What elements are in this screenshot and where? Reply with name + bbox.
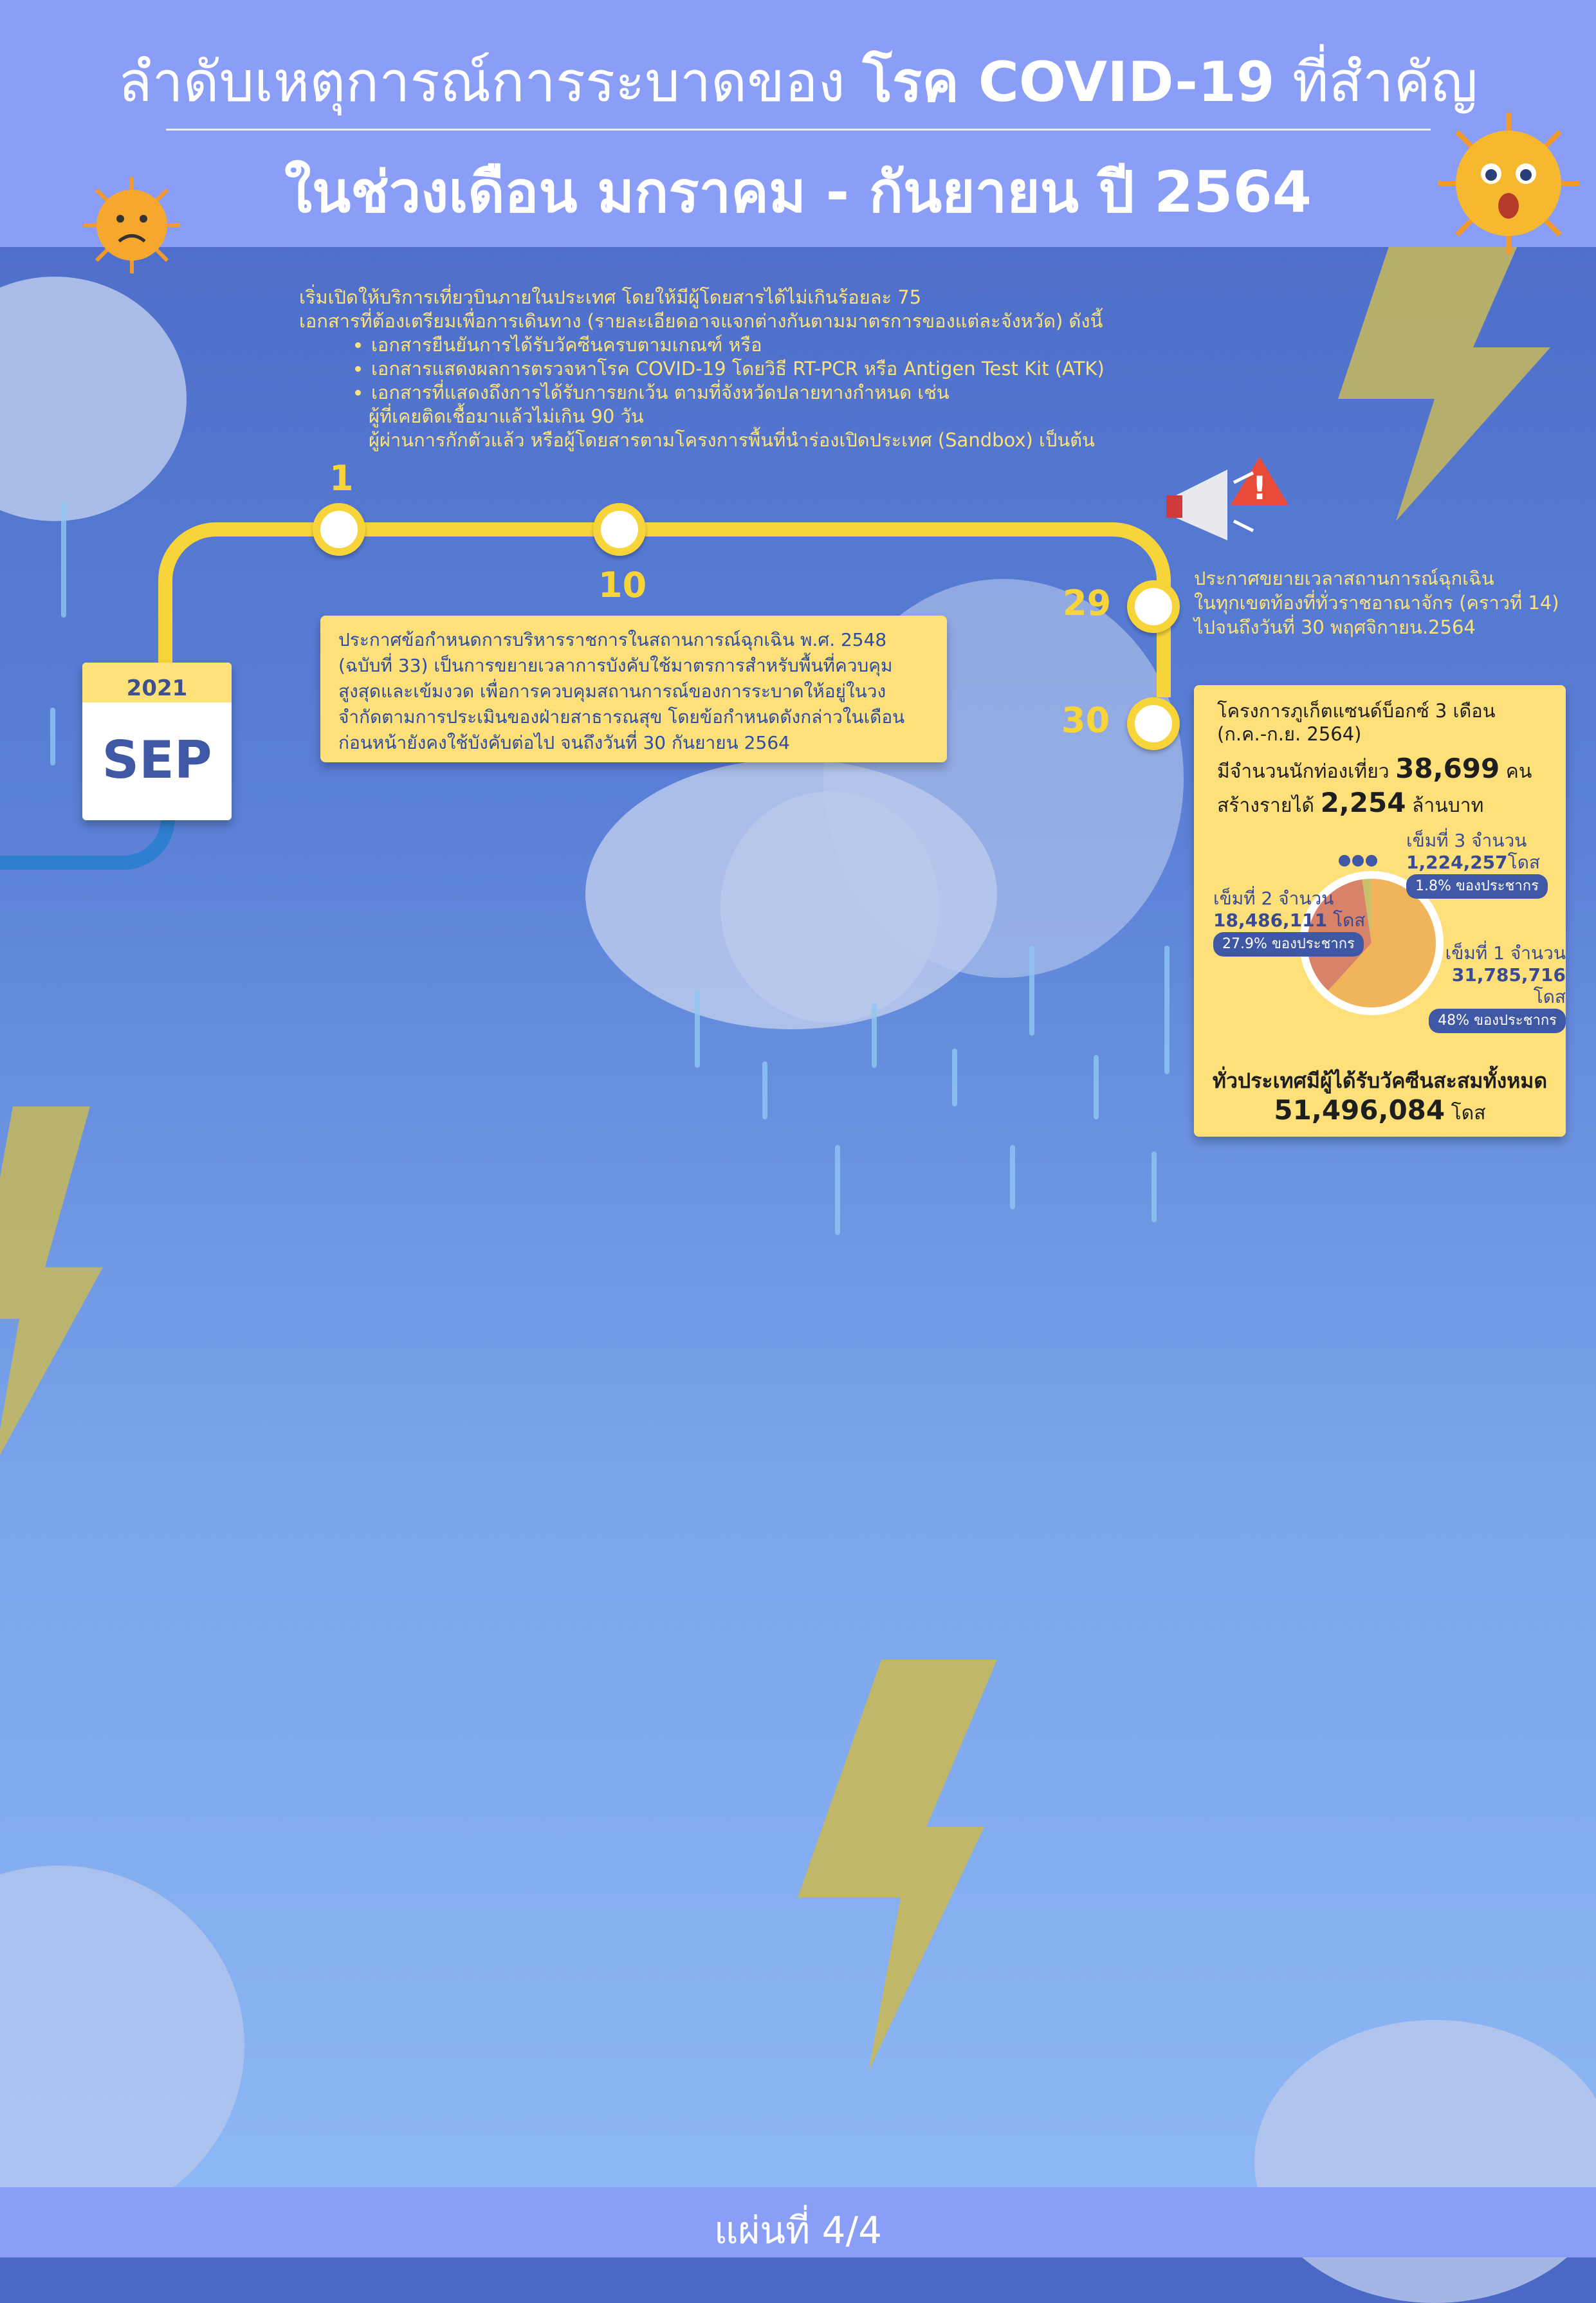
cloud-icon (0, 277, 187, 521)
dose3-title: เข็มที่ 3 จำนวน (1406, 830, 1527, 851)
sandbox-title-line2: (ก.ค.-ก.ย. 2564) (1217, 723, 1362, 745)
list-item: • เอกสารที่แสดงถึงการได้รับการยกเว้น ตามที่จังหวัดปลายทางกำหนด เช่น (371, 381, 1213, 405)
syringe-icon (1337, 851, 1379, 870)
rain-streak (872, 1004, 877, 1068)
list-item: • เอกสารแสดงผลการตรวจหาโรค COVID-19 โดยวิธี RT-PCR หรือ Antigen Test Kit (ATK) (371, 357, 1213, 381)
dose1-title: เข็มที่ 1 จำนวน (1445, 942, 1566, 964)
lightning-icon (798, 1660, 1004, 2071)
lightning-icon (1338, 244, 1557, 521)
page-indicator: แผ่นที่ 4/4 (713, 2208, 883, 2252)
timeline-node-30 (1127, 697, 1180, 750)
revenue-unit: ล้านบาท (1406, 794, 1484, 817)
dose3-label (1406, 830, 1548, 899)
virus-shocked-icon (1435, 109, 1582, 257)
revenue-line (1217, 787, 1483, 821)
sandbox-title-line1: โครงการภูเก็ตแซนด์บ็อกซ์ 3 เดือน (1217, 700, 1496, 722)
title-part2: ที่สำคัญ (1274, 50, 1478, 115)
total-vaccine-label: ทั่วประเทศมีผู้ได้รับวัคซีนสะสมทั้งหมด (1212, 1069, 1548, 1093)
cloud-icon (0, 1866, 244, 2226)
day-1-label: 1 (329, 458, 354, 499)
dose1-pct-badge: 48% ของประชากร (1429, 1009, 1566, 1033)
event-30-box (1194, 685, 1566, 1137)
list-item: • เอกสารยืนยันการได้รับวัคซีนครบตามเกณฑ์ หรือ (371, 333, 1213, 357)
timeline-node-10 (593, 503, 646, 556)
rain-streak (762, 1061, 767, 1119)
rain-streak (952, 1049, 957, 1106)
revenue-label: สร้างรายได้ (1217, 794, 1321, 817)
info-line: ผู้ผ่านการกักตัวแล้ว หรือผู้โดยสารตามโครงการพื้นที่นำร่องเปิดประเทศ (Sandbox) เป็นต้น (369, 429, 1095, 451)
dose2-pct-badge: 27.9% ของประชากร (1213, 932, 1364, 957)
dose2-unit: โดส (1327, 910, 1366, 931)
virus-sad-icon (80, 174, 183, 277)
day-10-label: 10 (598, 565, 647, 605)
calendar-year: 2021 (126, 675, 188, 701)
rain-streak (1094, 1055, 1099, 1119)
tourists-value: 38,699 (1395, 753, 1500, 784)
page-subtitle: ในช่วงเดือน มกราคม - กันยายน ปี 2564 (284, 159, 1312, 225)
svg-text:!: ! (1252, 470, 1267, 507)
sep1-info (299, 286, 1213, 452)
rain-streak (50, 708, 55, 766)
timeline-node-1 (313, 503, 365, 556)
tourists-line (1217, 753, 1532, 787)
total-vaccine-line (1194, 1094, 1566, 1128)
rain-streak (1151, 1152, 1157, 1222)
info-line: ผู้ที่เคยติดเชื้อมาแล้วไม่เกิน 90 วัน (369, 405, 644, 427)
footer-banner (0, 2187, 1596, 2257)
title-divider (166, 129, 1431, 131)
tourists-label: มีจำนวนนักท่องเที่ยว (1217, 760, 1396, 783)
sandbox-title (1217, 699, 1496, 746)
timeline-node-29 (1127, 580, 1180, 633)
info-line: เริ่มเปิดให้บริการเที่ยวบินภายในประเทศ โดยให้มีผู้โดยสารได้ไม่เกินร้อยละ 75 (299, 286, 922, 308)
info-line: เอกสารที่ต้องเตรียมเพื่อการเดินทาง (รายละเอียดอาจแจกต่างกันตามมาตรการของแต่ละจังหวัด) ดังนี้ (299, 310, 1103, 332)
page-title (0, 37, 1596, 125)
rain-streak (695, 991, 700, 1068)
dose2-title: เข็มที่ 2 จำนวน (1213, 888, 1334, 909)
dose1-label (1422, 942, 1566, 1033)
cloud-icon (1254, 2020, 1596, 2303)
day-29-label: 29 (1063, 583, 1112, 623)
dose1-unit: โดส (1533, 986, 1566, 1007)
event-10-box: ประกาศข้อกำหนดการบริหารราชการในสถานการณ์ฉุกเฉิน พ.ศ. 2548 (ฉบับที่ 33) เป็นการขยายเวลาการบังคับใช้มาตรการสำหรับพื้นที่ควบคุมสูงสุดและเข้มงวด เพื่อการควบคุมสถานการณ์ของการระบาดให้อยู่ในวงจำกัดตามการประเมินของฝ่ายสาธารณสุข โดยข้อกำหนดดังกล่าวในเดือนก่อนหน้ายังคงใช้บังคับต่อไป จนถึงวันที่ 30 กันยายน 2564 (320, 616, 947, 762)
title-part1: ลำดับเหตุการณ์การระบาดของ (118, 50, 863, 115)
dose1-value: 31,785,716 (1451, 964, 1566, 986)
document-list (299, 333, 1213, 405)
header-banner (0, 0, 1596, 247)
event-29-line: ในทุกเขตท้องที่ทั่วราชอาณาจักร (คราวที่ 14) (1194, 592, 1559, 614)
total-vaccine-unit: โดส (1445, 1102, 1486, 1124)
tourists-unit: คน (1500, 760, 1532, 783)
calendar-badge (82, 663, 232, 820)
event-29-line: ประกาศขยายเวลาสถานการณ์ฉุกเฉิน (1194, 567, 1494, 589)
dose3-unit: โดส (1507, 852, 1540, 873)
dose3-value: 1,224,257 (1406, 852, 1508, 873)
dose2-label (1213, 888, 1365, 957)
megaphone-icon (1163, 457, 1292, 553)
dose3-pct-badge: 1.8% ของประชากร (1406, 874, 1548, 899)
rain-streak (61, 502, 66, 618)
lightning-icon (0, 1106, 116, 1467)
rain-streak (1029, 946, 1034, 1036)
event-29-line: ไปจนถึงวันที่ 30 พฤศจิกายน.2564 (1194, 616, 1476, 638)
rain-streak (1010, 1145, 1015, 1209)
rain-streak (1164, 946, 1169, 1074)
dose2-value: 18,486,111 (1213, 910, 1328, 931)
total-vaccine-value: 51,496,084 (1274, 1094, 1445, 1126)
title-disease: โรค COVID-19 (862, 50, 1275, 115)
day-30-label: 30 (1061, 700, 1110, 740)
rain-streak (835, 1145, 840, 1235)
revenue-value: 2,254 (1320, 787, 1406, 818)
event-29-text (1194, 566, 1580, 639)
calendar-month: SEP (102, 730, 212, 790)
